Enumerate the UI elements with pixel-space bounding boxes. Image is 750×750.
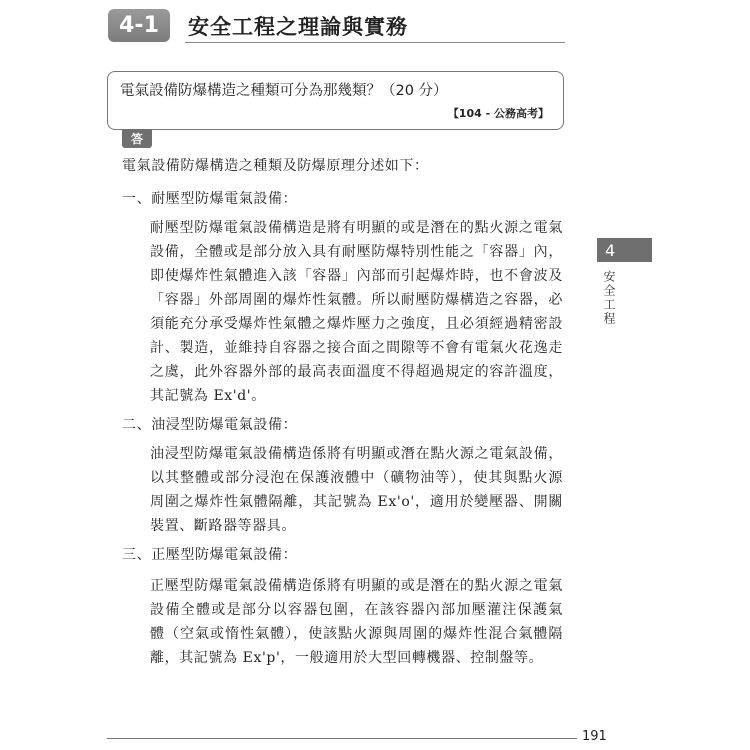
question-source: 【104 - 公務高考】 — [447, 107, 549, 120]
section-number-badge: 4-1 — [108, 9, 170, 42]
paragraph-line: 體（空氣或惰性氣體），使該點火源與周圍的爆炸性混合氣體隔 — [150, 626, 563, 642]
paragraph-line: 正壓型防爆電氣設備構造係將有明顯的或是潛在的點火源之電氣 — [150, 578, 563, 594]
paragraph-line: 設備，全體或是部分放入具有耐壓防爆特別性能之「容器」內， — [150, 244, 563, 260]
paragraph-line: 須能充分承受爆炸性氣體之爆炸壓力之強度，且必須經過精密設 — [150, 316, 563, 332]
intro-paragraph: 電氣設備防爆構造之種類及防爆原理分述如下： — [122, 158, 429, 174]
question-text: 電氣設備防爆構造之種類可分為那幾類？（20 分） — [120, 83, 448, 99]
paragraph-line: 離，其記號為 Ex'p'，一般適用於大型回轉機器、控制盤等。 — [150, 650, 544, 666]
paragraph-line: 耐壓型防爆電氣設備構造是將有明顯的或是潛在的點火源之電氣 — [150, 220, 563, 236]
page-number: 191 — [582, 729, 607, 744]
section-heading: 三、正壓型防爆電氣設備： — [122, 547, 298, 563]
paragraph-line: 其記號為 Ex'd'。 — [150, 388, 266, 404]
paragraph-line: 設備全體或是部分以容器包圍，在該容器內部加壓灌注保護氣 — [150, 602, 563, 618]
chapter-tab: 4 — [597, 238, 652, 262]
chapter-label: 安全工程 — [602, 270, 616, 326]
paragraph-line: 周圍之爆炸性氣體隔離，其記號為 Ex'o'，適用於變壓器、開關 — [150, 494, 563, 510]
paragraph-line: 油浸型防爆電氣設備構造係將有明顯或潛在點火源之電氣設備， — [150, 446, 563, 462]
footer-rule — [107, 738, 577, 739]
section-title: 安全工程之理論與實務 — [188, 15, 408, 39]
paragraph-line: 計、製造，並維持自容器之接合面之間隙等不會有電氣火花逸走 — [150, 340, 563, 356]
question-box — [107, 71, 564, 130]
paragraph-line: 之虞，此外容器外部的最高表面溫度不得超過規定的容許溫度， — [150, 364, 563, 380]
answer-badge: 答 — [122, 129, 152, 148]
paragraph-line: 以其整體或部分浸泡在保護液體中（礦物油等），使其與點火源 — [150, 470, 563, 486]
section-heading: 一、耐壓型防爆電氣設備： — [122, 191, 298, 207]
paragraph-line: 即使爆炸性氣體進入該「容器」內部而引起爆炸時，也不會波及 — [150, 268, 563, 284]
header-rule — [185, 42, 565, 43]
paragraph-line: 「容器」外部周圍的爆炸性氣體。所以耐壓防爆構造之容器，必 — [150, 292, 563, 308]
paragraph-line: 裝置、斷路器等器具。 — [150, 518, 296, 534]
section-heading: 二、油浸型防爆電氣設備： — [122, 417, 298, 433]
